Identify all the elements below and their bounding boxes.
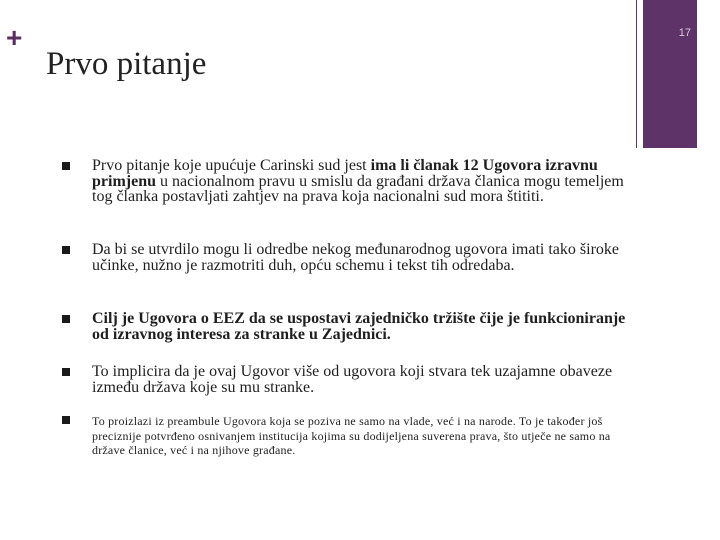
bullet-text — [92, 414, 640, 458]
bullet-square-icon — [62, 368, 70, 376]
text-run: To implicira da je ovaj Ugovor više od ugovora koji stvara tek uzajamne obaveze između država koje su mu stranke. — [92, 363, 613, 396]
text-run: Prvo pitanje koje upućuje Carinski sud jest — [92, 157, 371, 174]
bullet-square-icon — [62, 246, 70, 254]
accent-bar — [643, 0, 697, 148]
bullet-text — [92, 242, 640, 273]
bullet-text — [92, 158, 640, 205]
bold-text-run: Cilj je Ugovora o EEZ da se uspostavi zajedničko tržište čije je funkcioniranje od izravnog interesa za stranke u Zajednici. — [92, 310, 626, 343]
slide-number: 17 — [678, 27, 691, 39]
accent-line — [636, 0, 637, 148]
bullet-text — [92, 311, 640, 342]
bullet-square-icon — [62, 162, 70, 170]
text-run: u nacionalnom pravu u smislu da građani država članica mogu temeljem tog članka postavljati zahtjev na prava koja nacionalni sud mora štititi. — [92, 172, 624, 205]
bullet-square-icon — [62, 416, 70, 424]
bullet-square-icon — [62, 315, 70, 323]
slide-title: Prvo pitanje — [46, 46, 207, 82]
text-run: To proizlazi iz preambule Ugovora koja se poziva ne samo na vlade, već i na narode. To je također još preciznije potvrđeno osnivanjem institucija kojima su dodijeljena suverena prava, što utječe ne samo na države članice, već i na njihove građane. — [92, 414, 611, 457]
bold-text-run: ima li članak 12 Ugovora izravnu primjenu — [92, 157, 598, 190]
bullet-text — [92, 364, 640, 395]
plus-icon: + — [6, 22, 23, 53]
text-run: Da bi se utvrdilo mogu li odredbe nekog međunarodnog ugovora imati tako široke učinke, nužno je razmotriti duh, opću schemu i tekst tih odredaba. — [92, 241, 619, 274]
